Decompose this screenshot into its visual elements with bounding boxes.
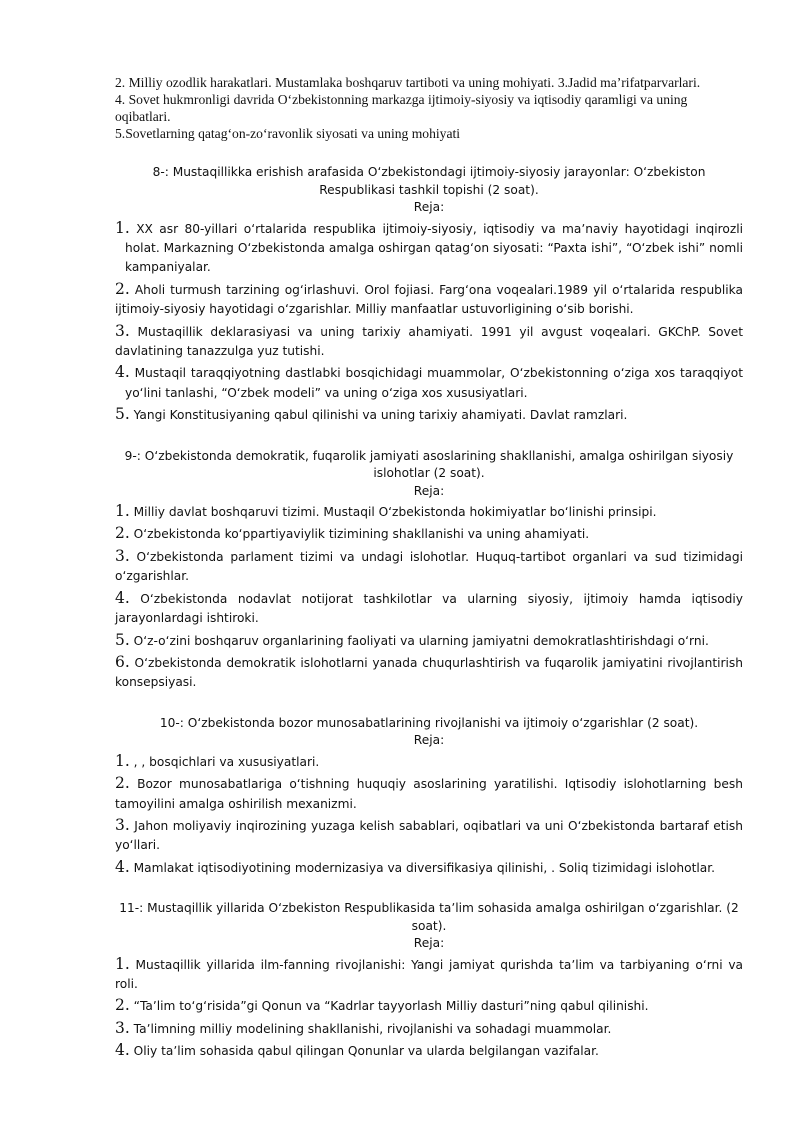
item-text: Mustaqil taraqqiyotning dastlabki bosqichidagi muammolar, Oʻzbekistonning oʻziga xos taraqqiyot yoʻlini tanlashi, “Oʻzbek modeli” va uning oʻziga xos xususiyatlari. bbox=[125, 366, 743, 400]
item-number: 2. bbox=[115, 524, 130, 543]
item-number: 3. bbox=[115, 321, 130, 340]
item-number: 1. bbox=[115, 751, 130, 770]
item-text: Mamlakat iqtisodiyotining modernizasiya va diversifikasiya qilinishi, . Soliq tizimidagi islohotlar. bbox=[133, 860, 715, 875]
topic-section bbox=[115, 900, 743, 1062]
item-text: Bozor munosabatlariga oʻtishning huquqiy asoslarining yaratilishi. Iqtisodiy islohotlarning besh tamoyilini amalga oshirilish mexanizmi. bbox=[115, 777, 743, 811]
list-item bbox=[115, 858, 743, 878]
item-text: Milliy davlat boshqaruvi tizimi. Mustaqil Oʻzbekistonda hokimiyatlar boʻlinishi prinsipi. bbox=[133, 505, 657, 520]
list-item bbox=[115, 219, 743, 278]
topic-section bbox=[115, 164, 743, 426]
item-text: Mustaqillik deklarasiyasi va uning tarixiy ahamiyati. 1991 yil avgust voqealari. GKChP. Sovet davlatining tanazzulga yuz tutishi. bbox=[115, 324, 743, 358]
item-number: 5. bbox=[115, 405, 130, 424]
item-text: Aholi turmush tarzining ogʻirlashuvi. Orol fojiasi. Fargʻona voqealari.1989 yil oʻrtalarida respublika ijtimoiy-siyosiy hayotidagi oʻzgarishlar. Milliy manfaatlar ustuvorligining oʻsib borishi. bbox=[115, 282, 743, 317]
item-number: 5. bbox=[115, 630, 130, 649]
topic-section bbox=[115, 715, 743, 878]
item-text: Yangi Konstitusiyaning qabul qilinishi va uning tarixiy ahamiyati. Davlat ramzlari. bbox=[133, 408, 628, 423]
list-item bbox=[115, 280, 743, 320]
list-item bbox=[115, 589, 743, 629]
item-text: Mustaqillik yillarida ilm-fanning rivojlanishi: Yangi jamiyat qurishda taʼlim va tarbiyaning oʻrni va roli. bbox=[115, 957, 744, 992]
list-item bbox=[115, 547, 743, 587]
list-item bbox=[115, 524, 743, 544]
list-item bbox=[115, 1041, 743, 1061]
section-title: 11-: Mustaqillik yillarida Oʻzbekiston Respublikasida taʼlim sohasida amalga oshirilgan oʻzgarishlar. (2 soat). bbox=[119, 901, 739, 933]
item-text: Jahon moliyaviy inqirozining yuzaga kelish sabablari, oqibatlari va uni Oʻzbekistonda bartaraf etish yoʻllari. bbox=[115, 818, 744, 853]
item-number: 2. bbox=[115, 774, 130, 793]
item-text: Taʼlimning milliy modelining shakllanishi, rivojlanishi va sohadagi muammolar. bbox=[133, 1021, 612, 1036]
list-item bbox=[115, 752, 743, 772]
item-number: 4. bbox=[115, 857, 130, 876]
item-number: 3. bbox=[115, 1018, 130, 1037]
item-number: 6. bbox=[115, 652, 130, 671]
list-item bbox=[115, 996, 743, 1016]
list-item bbox=[115, 653, 743, 693]
list-item bbox=[115, 1019, 743, 1039]
list-item bbox=[115, 631, 743, 651]
plan-label: Reja: bbox=[413, 483, 445, 498]
item-text: XX asr 80-yillari oʻrtalarida respublika ijtimoiy-siyosiy, iqtisodiy va maʼnaviy hayotidagi inqirozli holat. Markazning Oʻzbekistonda amalga oshirgan qatagʻon siyosati: “Paxta ishi”, “Oʻzbek ishi” nomli kampaniyalar. bbox=[125, 221, 743, 275]
item-number: 4. bbox=[115, 363, 130, 382]
item-text: Oʻzbekistonda parlament tizimi va undagi islohotlar. Huquq-tartibot organlari va sud tizimidagi oʻzgarishlar. bbox=[115, 549, 743, 584]
intro-line: 2. Milliy ozodlik harakatlari. Mustamlaka boshqaruv tartiboti va uning mohiyati. 3.Jadid maʼrifatparvarlari. bbox=[115, 75, 701, 90]
section-title: 9-: Oʻzbekistonda demokratik, fuqarolik jamiyati asoslarining shakllanishi, amalga oshirilgan siyosiy islohotlar (2 soat). bbox=[124, 448, 734, 481]
section-title: 10-: Oʻzbekistonda bozor munosabatlarining rivojlanishi va ijtimoiy oʻzgarishlar (2 soat). bbox=[159, 715, 699, 730]
item-text: “Taʼlim toʻgʻrisida”gi Qonun va “Kadrlar tayyorlash Milliy dasturi”ning qabul qilinishi. bbox=[133, 999, 649, 1014]
item-number: 1. bbox=[115, 502, 130, 521]
section-title: 8-: Mustaqillikka erishish arafasida Oʻzbekistondagi ijtimoiy-siyosiy jarayonlar: Oʻzbekiston Respublikasi tashkil topishi (2 soat). bbox=[152, 165, 706, 197]
item-text: Oliy taʼlim sohasida qabul qilingan Qonunlar va ularda belgilangan vazifalar. bbox=[133, 1044, 599, 1059]
intro-line: 5.Sovetlarning qatagʻon-zoʻravonlik siyosati va uning mohiyati bbox=[115, 126, 461, 141]
intro-block bbox=[115, 74, 743, 142]
item-number: 4. bbox=[115, 588, 130, 607]
item-text: , , bosqichlari va xususiyatlari. bbox=[133, 754, 320, 769]
item-text: Oʻzbekistonda demokratik islohotlarni yanada chuqurlashtirish va fuqarolik jamiyatini rivojlantirish konsepsiyasi. bbox=[115, 655, 743, 690]
plan-label: Reja: bbox=[413, 200, 445, 214]
item-number: 4. bbox=[115, 1041, 130, 1060]
list-item bbox=[115, 322, 743, 362]
list-item bbox=[115, 405, 743, 425]
item-text: Oʻzbekistonda koʻppartiyaviylik tizimining shakllanishi va uning ahamiyati. bbox=[133, 527, 590, 542]
list-item bbox=[115, 955, 743, 995]
list-item bbox=[115, 816, 743, 856]
item-number: 1. bbox=[115, 218, 130, 237]
document-page bbox=[115, 74, 743, 1064]
item-number: 2. bbox=[115, 996, 130, 1015]
plan-label: Reja: bbox=[413, 733, 445, 748]
list-item bbox=[115, 363, 743, 403]
item-number: 1. bbox=[115, 954, 130, 973]
list-item bbox=[115, 774, 743, 814]
list-item bbox=[115, 502, 743, 522]
item-number: 3. bbox=[115, 815, 130, 834]
item-number: 2. bbox=[115, 279, 130, 298]
item-text: Oʻz-oʻzini boshqaruv organlarining faoliyati va ularning jamiyatni demokratlashtirishdagi oʻrni. bbox=[133, 633, 709, 648]
item-text: Oʻzbekistonda nodavlat notijorat tashkilotlar va ularning siyosiy, ijtimoiy hamda iqtisodiy jarayonlardagi ishtiroki. bbox=[115, 591, 743, 626]
plan-label: Reja: bbox=[413, 936, 445, 951]
topic-section bbox=[115, 448, 743, 693]
intro-line: 4. Sovet hukmronligi davrida Oʻzbekistonning markazga ijtimoiy-siyosiy va iqtisodiy qaramligi va uning oqibatlari. bbox=[115, 92, 688, 124]
item-number: 3. bbox=[115, 546, 130, 565]
